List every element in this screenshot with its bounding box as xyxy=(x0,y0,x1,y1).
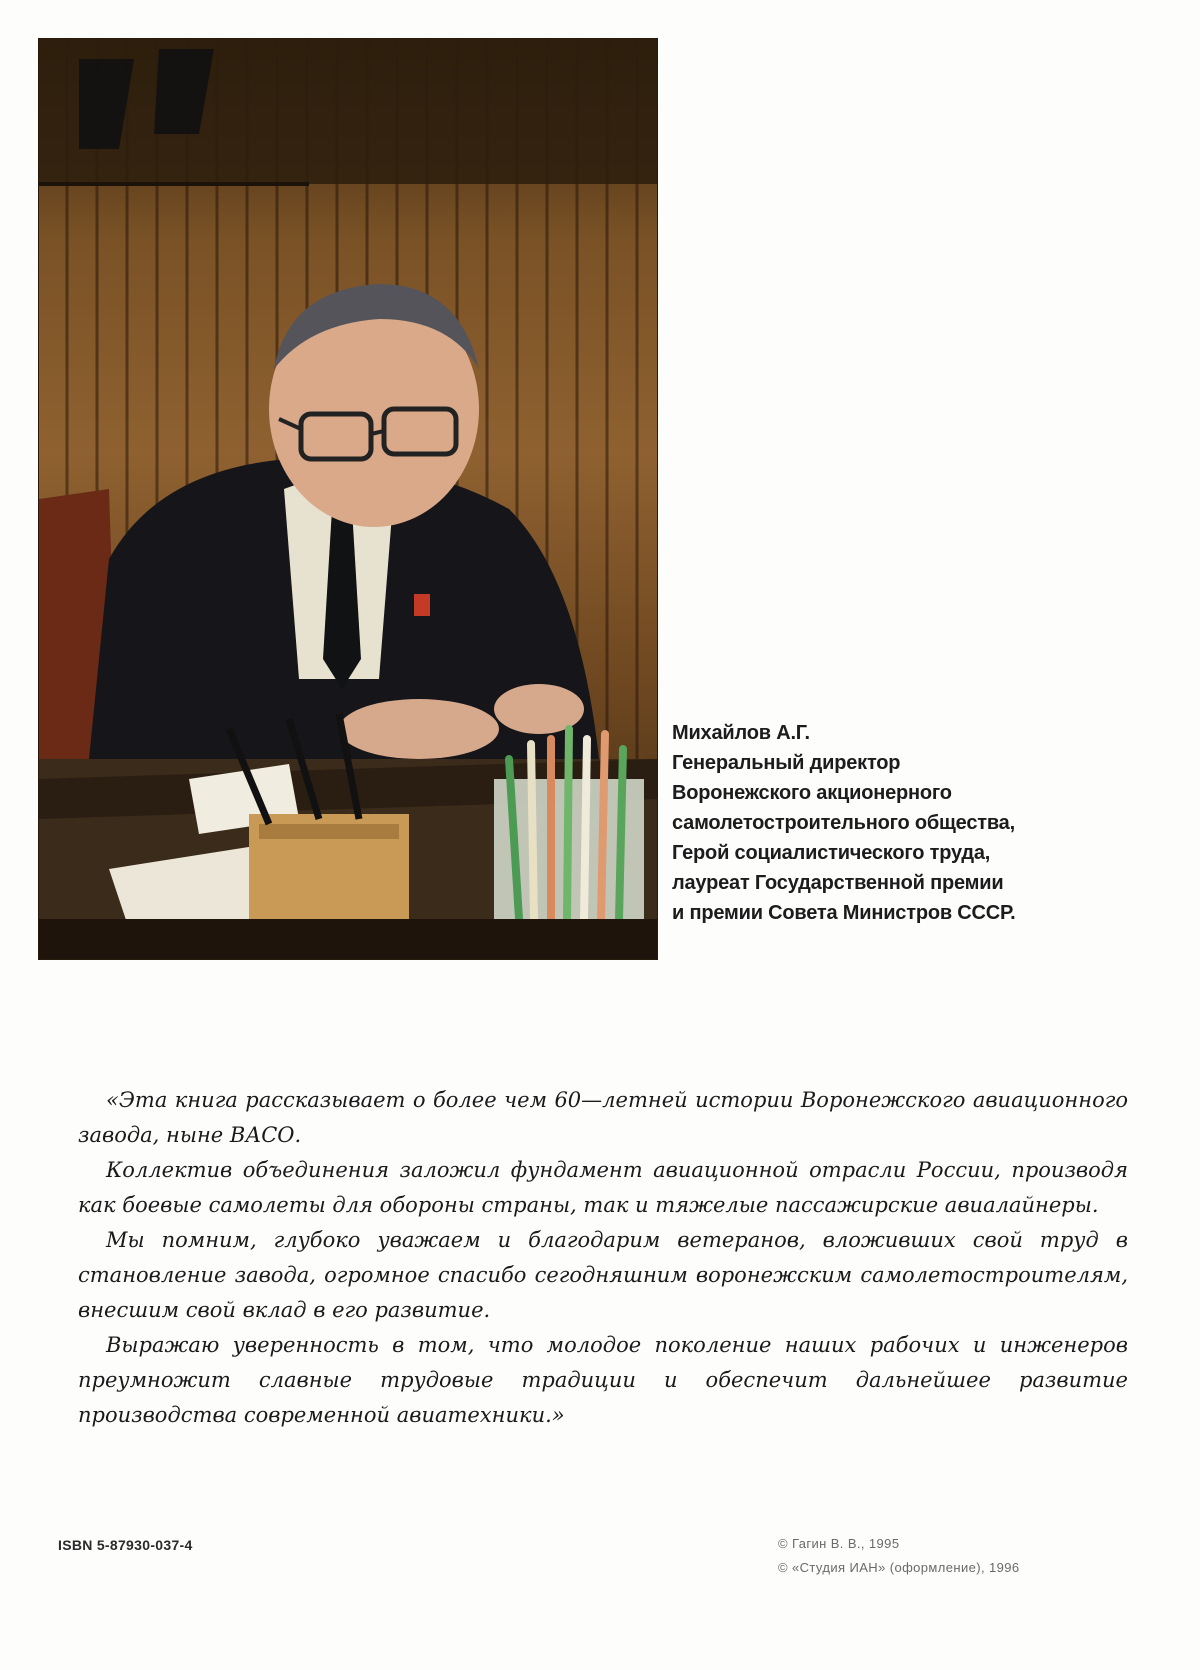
copyright-author: © Гагин В. В., 1995 xyxy=(778,1536,900,1551)
caption-name: Михайлов А.Г. xyxy=(672,722,810,744)
copyright-notices xyxy=(778,1532,1020,1580)
quote-block xyxy=(78,1083,1128,1433)
quote-paragraph: «Эта книга рассказывает о более чем 60—летней истории Воронежского авиационного завода, ныне ВАСО. xyxy=(78,1088,1128,1147)
quote-paragraph: Коллектив объединения заложил фундамент авиационной отрасли России, производя как боевые самолеты для обороны страны, так и тяжелые пассажирские авиалайнеры. xyxy=(78,1158,1128,1217)
caption-line: Воронежского акционерного xyxy=(672,782,952,804)
caption-line: самолетостроительного общества, xyxy=(672,812,1015,834)
portrait-photo xyxy=(38,38,658,960)
quote-paragraph: Выражаю уверенность в том, что молодое поколение наших рабочих и инженеров преумножит славные трудовые традиции и обеспечит дальнейшее развитие производства современной авиатехники.» xyxy=(78,1333,1128,1427)
photo-caption xyxy=(672,718,1092,928)
isbn-number: ISBN 5-87930-037-4 xyxy=(58,1537,193,1553)
caption-line: и премии Совета Министров СССР. xyxy=(672,902,1016,924)
portrait-illustration xyxy=(39,39,657,959)
caption-line: лауреат Государственной премии xyxy=(672,872,1004,894)
caption-line: Генеральный директор xyxy=(672,752,901,774)
caption-line: Герой социалистического труда, xyxy=(672,842,991,864)
quote-paragraph: Мы помним, глубоко уважаем и благодарим ветеранов, вложивших свой труд в становление завода, огромное спасибо сегодняшним воронежским самолетостроителям, внесшим свой вклад в его развитие. xyxy=(78,1228,1128,1322)
copyright-design: © «Студия ИАН» (оформление), 1996 xyxy=(778,1560,1020,1575)
